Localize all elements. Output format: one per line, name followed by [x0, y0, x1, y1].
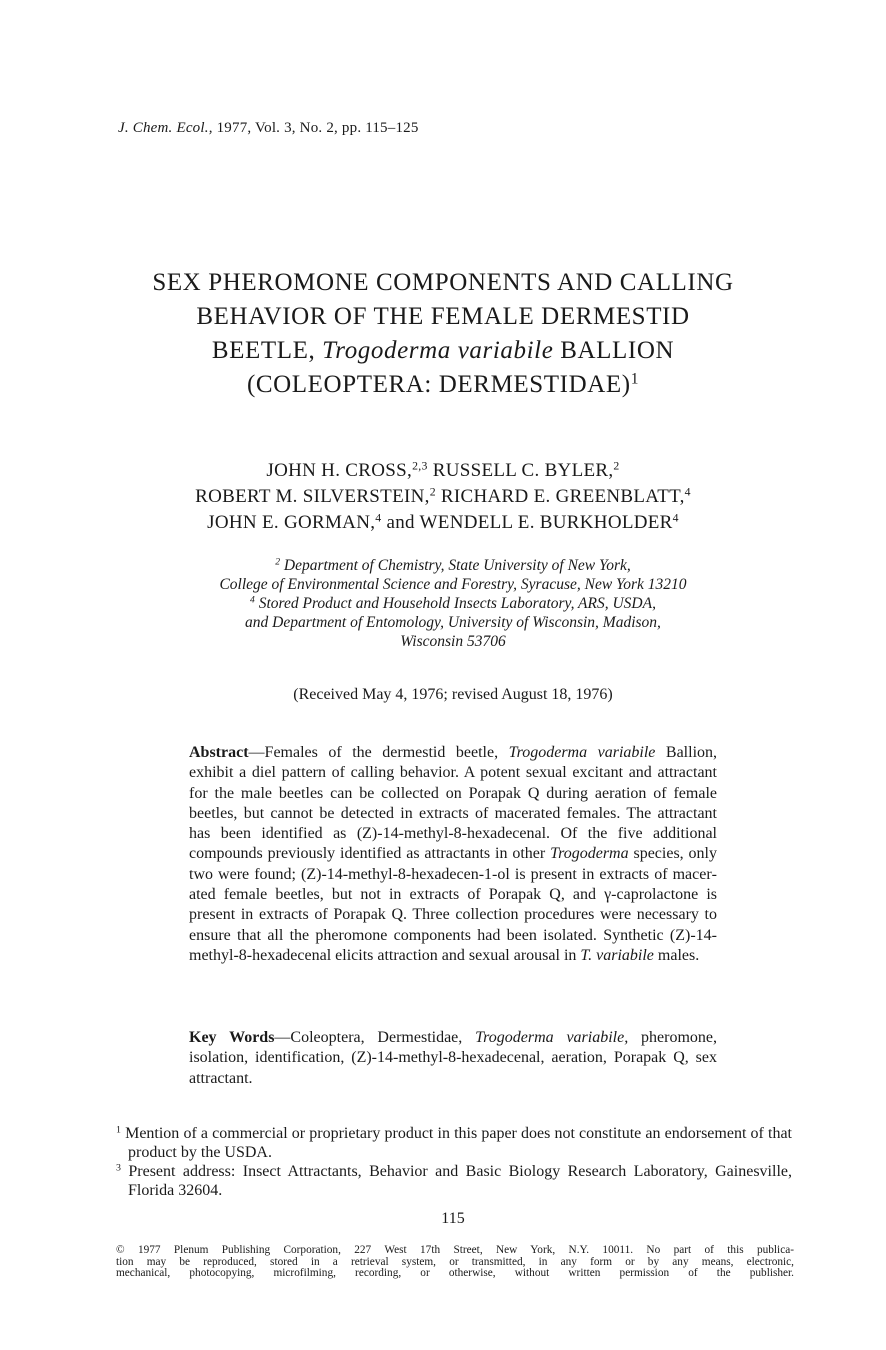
- author-line: [0, 510, 886, 536]
- abstract-text: —Females of the dermestid beetle,: [248, 744, 509, 761]
- received-dates: (Received May 4, 1976; revised August 18, 1976): [293, 686, 613, 703]
- copyright-line: © 1977 Plenum Publishing Corporation, 227 West 17th Street, New York, N.Y. 10011. No part of this publica-: [116, 1244, 794, 1256]
- abstract-italic: Trogoderma variabile: [508, 744, 656, 761]
- title-line: SEX PHEROMONE COMPONENTS AND CALLING: [152, 269, 734, 296]
- citation-details: 1977, Vol. 3, No. 2, pp. 115–125: [212, 120, 419, 136]
- author: JOHN H. CROSS,: [266, 460, 413, 481]
- key-words-label: Key Words: [189, 1029, 275, 1046]
- key-words-text: pheromone, isolation, identification, (Z)-14-methyl-8-hexadecenal, aeration, Porapak Q, sex attractant.: [189, 1029, 717, 1087]
- affiliations: [0, 556, 886, 651]
- page-number: 115: [441, 1210, 465, 1227]
- affiliation-line: [0, 594, 886, 613]
- abstract-text: males.: [653, 946, 700, 964]
- copyright-line: tion may be reproduced, stored in a retrieval system, or transmitted, in any form or by any means, electronic,: [116, 1255, 794, 1268]
- author: RUSSELL C. BYLER,: [427, 460, 614, 481]
- paper-title: [0, 266, 886, 402]
- affiliation-text: Department of Chemistry, State University of New York,: [280, 557, 631, 574]
- journal-name: J. Chem. Ecol.,: [118, 120, 213, 136]
- title-line: BEHAVIOR OF THE FEMALE DERMESTID: [196, 303, 690, 330]
- species-name: Trogoderma variabile: [322, 337, 554, 364]
- author-affiliation-marker: 2: [613, 459, 620, 473]
- author-list: [0, 458, 886, 536]
- abstract-italic: Trogoderma: [550, 845, 629, 863]
- journal-citation: [118, 120, 419, 137]
- author: RICHARD E. GREENBLATT,: [435, 486, 685, 507]
- copyright-line: mechanical, photocopying, microfilming, recording, or otherwise, without written permission of the publisher.: [116, 1267, 794, 1279]
- footnote-text: Present address: Insect Attractants, Behavior and Basic Biology Research Laboratory, Gainesville, Florida 32604.: [120, 1163, 792, 1199]
- author-line: [0, 458, 886, 484]
- author-affiliation-marker: 4: [684, 485, 691, 499]
- author: ROBERT M. SILVERSTEIN,: [195, 486, 430, 507]
- affiliation-text: Stored Product and Household Insects Laboratory, ARS, USDA,: [254, 595, 656, 612]
- author-line: [0, 484, 886, 510]
- affiliation-line: Wisconsin 53706: [400, 633, 506, 650]
- footnotes: [116, 1124, 792, 1200]
- abstract-text: species, only two were found; (Z)-14-methyl-8-hexadecen-1-ol is present in extracts of macerated female beetles, but not in extracts of Porapak Q, and γ-caprolactone is present in extracts of Porapak Q. Three collection procedures were necessary to ensure that all the pheromone components had been isolated. Synthetic (Z)-14-methyl-8-hexadecenal elicits attraction and sexual arousal in: [189, 845, 717, 964]
- footnote-text: Mention of a commercial or proprietary product in this paper does not constitute an endorsement of that product by the USDA.: [120, 1125, 792, 1161]
- footnote-3: [116, 1162, 792, 1200]
- copyright-notice: [116, 1245, 794, 1280]
- affiliation-line: [0, 556, 886, 575]
- author: JOHN E. GORMAN,: [207, 512, 376, 533]
- author-affiliation-marker: 4: [672, 511, 679, 525]
- abstract: [189, 743, 717, 966]
- affiliation-line: and Department of Entomology, University of Wisconsin, Madison,: [245, 614, 661, 631]
- key-words-text: —Coleoptera, Dermestidae,: [274, 1029, 476, 1046]
- title-line: [0, 334, 886, 368]
- title-text: (COLEOPTERA: DERMESTIDAE): [246, 371, 631, 398]
- title-line: [0, 368, 886, 402]
- footnote-marker: 3: [116, 1162, 121, 1174]
- footnote-marker: 1: [630, 370, 640, 388]
- author-affiliation-marker: 4: [375, 511, 382, 525]
- affiliation-marker: 2: [275, 556, 281, 568]
- affiliation-line: College of Environmental Science and Forestry, Syracuse, New York 13210: [219, 576, 687, 593]
- title-text: BEETLE,: [211, 337, 323, 364]
- author-affiliation-marker: 2: [429, 485, 436, 499]
- author-affiliation-marker: 2,3: [412, 459, 428, 473]
- author: and WENDELL E. BURKHOLDER: [381, 512, 673, 533]
- abstract-label: Abstract: [189, 744, 249, 761]
- key-words-italic: Trogoderma variabile,: [475, 1029, 629, 1046]
- footnote-1: [116, 1124, 792, 1162]
- footnote-marker: 1: [116, 1124, 121, 1136]
- key-words: [189, 1028, 717, 1089]
- abstract-italic: T. variabile: [580, 946, 654, 964]
- affiliation-marker: 4: [250, 594, 255, 606]
- title-text: BALLION: [553, 337, 675, 364]
- abstract-text: Ballion, exhibit a diel pattern of calling behavior. A potent sexual excitant and attractant for the male beetles can be collected on Porapak Q during aeration of female beetles, but cannot be detected in extracts of macerated females. The attractant has been identified as (Z)-14-methyl-8-hexadecenal. Of the five additional compounds previously identified as attractants in other: [189, 744, 718, 863]
